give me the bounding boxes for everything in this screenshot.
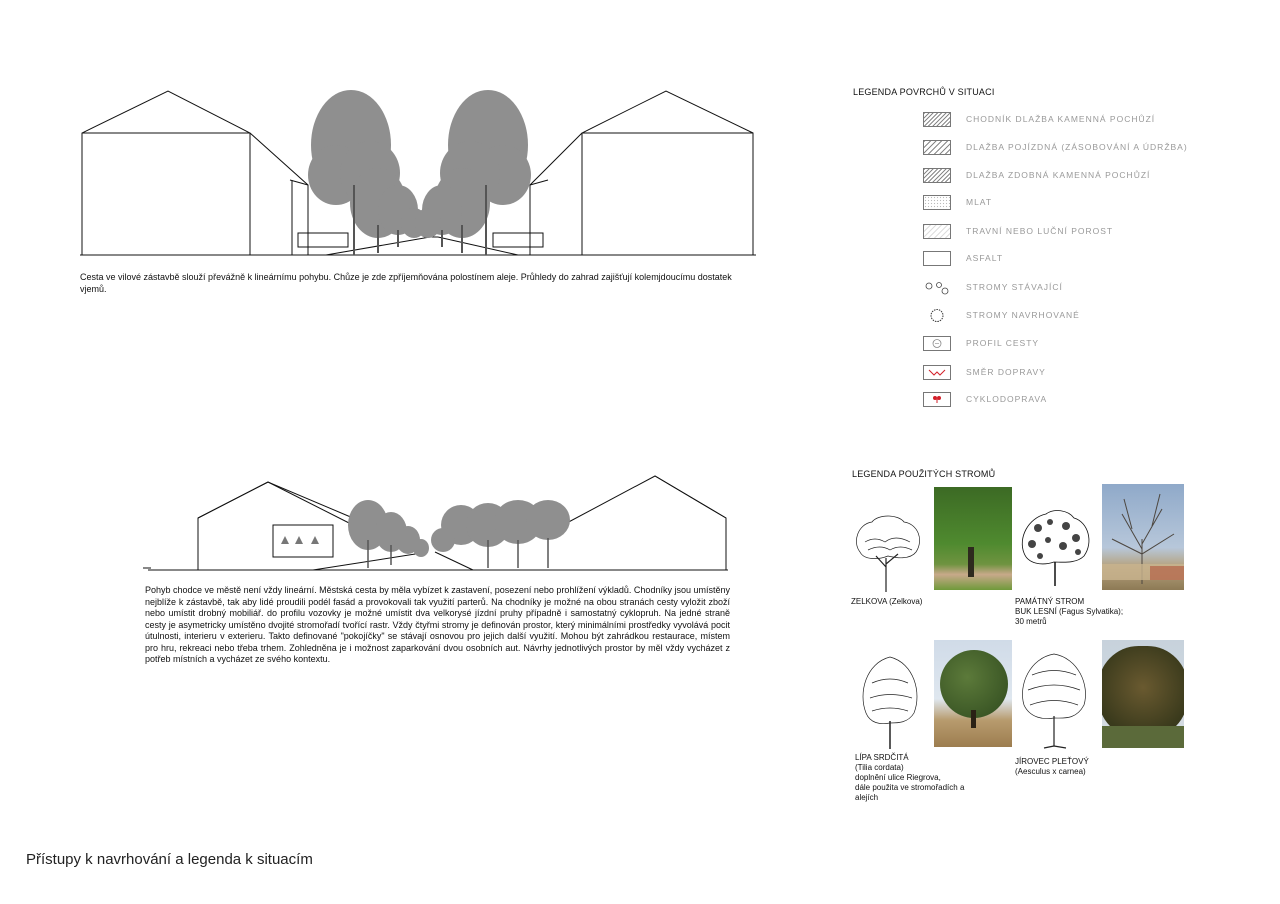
caption-city-street: Pohyb chodce ve městě není vždy lineární. Městská cesta by měla vybízet k zastavení, posezení nebo prohlížení výkladů. Chodníky jsou umístěny nejblíže k zástavbě, tak aby lidé proudili podél fasád a provokovali tak využití parterů. Na chodníky je možné na obou stranách cesty vyložit zboží nebo umístit drobný mobiliář. do profilu vozovky je možné umístit dva velkorysé jízdní pruhy případně i samostatný cyklopruh. Na jedné straně cesty je asymetricky umístěno dvojité stromořadí tvořící rastr. Vždy čtyřmi stromy je definován prostor, který minimálními prostředky vyvolává pocit útulnosti, interieru v exterieru. Takto definované "pokojíčky" se stávají osnovou pro jejich další využití. Mohou být zahrádkou restaurace, místem pro hru, rekreaci nebo třeba trhem. Zohledněna je i možnost zaparkování dvou osobních aut. Návrhy jednotlivých prostor by měl vždy vycházet z potřeb místních a vycházet ze svého kontextu. xyxy=(145,585,730,664)
zelkova-label: ZELKOVA (Zelkova) xyxy=(851,597,923,606)
linden-photo xyxy=(934,640,1012,747)
linden-label: LÍPA SRDČITÁ (Tilia cordata) doplnění ulice Riegrova, dále použita ve stromořadích a alejích xyxy=(855,753,965,802)
profile-icon xyxy=(923,336,951,351)
legend-surfaces-title: LEGENDA POVRCHŮ V SITUACI xyxy=(853,87,995,97)
legend-item-gravel: MLAT xyxy=(923,193,992,211)
zelkova-tree-sketch xyxy=(850,512,925,594)
horse-chestnut-label: JÍROVEC PLEŤOVÝ (Aesculus x carnea) xyxy=(1015,757,1089,776)
section-drawing-city-street xyxy=(143,470,733,575)
bicycle-icon xyxy=(923,392,951,407)
page-title: Přístupy k navrhování a legenda k situacím xyxy=(26,851,313,868)
legend-item-cycling: CYKLODOPRAVA xyxy=(923,390,1047,408)
linden-tree-sketch xyxy=(858,653,923,753)
beech-tree-sketch xyxy=(1018,508,1093,590)
hatch-dense-swatch xyxy=(923,112,951,127)
hatch-diag-swatch xyxy=(923,140,951,155)
legend-item-driveable-paving: DLAŽBA POJÍZDNÁ (ZÁSOBOVÁNÍ A ÚDRŽBA) xyxy=(923,138,1188,156)
beech-label: PAMÁTNÝ STROM BUK LESNÍ (Fagus Sylvatika); 30 metrů xyxy=(1015,597,1124,626)
section-drawing-villa-street xyxy=(78,85,758,260)
horse-chestnut-tree-sketch xyxy=(1018,650,1093,750)
legend-surfaces xyxy=(853,87,1213,417)
caption-villa-street: Cesta ve vilové zástavbě slouží převážně k lineárnímu pohybu. Chůze je zde zpříjemňována polostínem aleje. Průhledy do zahrad zajišťují kolemjdoucímu dostatek vjemů. xyxy=(80,272,732,294)
zelkova-photo xyxy=(934,487,1012,590)
legend-item-road-profile: PROFIL CESTY xyxy=(923,334,1039,352)
traffic-direction-icon xyxy=(923,365,951,380)
legend-trees-title: LEGENDA POUŽITÝCH STROMŮ xyxy=(852,469,996,479)
plain-swatch xyxy=(923,251,951,266)
legend-item-grass: TRAVNÍ NEBO LUČNÍ POROST xyxy=(923,222,1113,240)
legend-item-decorative-paving: DLAŽBA ZDOBNÁ KAMENNÁ POCHŮZÍ xyxy=(923,166,1150,184)
dots-swatch xyxy=(923,195,951,210)
legend-trees xyxy=(852,469,995,479)
legend-item-sidewalk: CHODNÍK DLAŽBA KAMENNÁ POCHŮZÍ xyxy=(923,110,1155,128)
legend-item-existing-trees: STROMY STÁVAJÍCÍ xyxy=(923,278,1063,296)
horse-chestnut-photo xyxy=(1102,640,1184,748)
light-swatch xyxy=(923,224,951,239)
tree-proposed-icon xyxy=(923,308,951,323)
legend-item-asphalt: ASFALT xyxy=(923,249,1003,267)
beech-photo xyxy=(1102,484,1184,590)
trees-existing-icon xyxy=(923,280,951,295)
legend-item-proposed-trees: STROMY NAVRHOVANÉ xyxy=(923,306,1080,324)
hatch-dense-swatch xyxy=(923,168,951,183)
legend-item-traffic-direction: SMĚR DOPRAVY xyxy=(923,363,1046,381)
